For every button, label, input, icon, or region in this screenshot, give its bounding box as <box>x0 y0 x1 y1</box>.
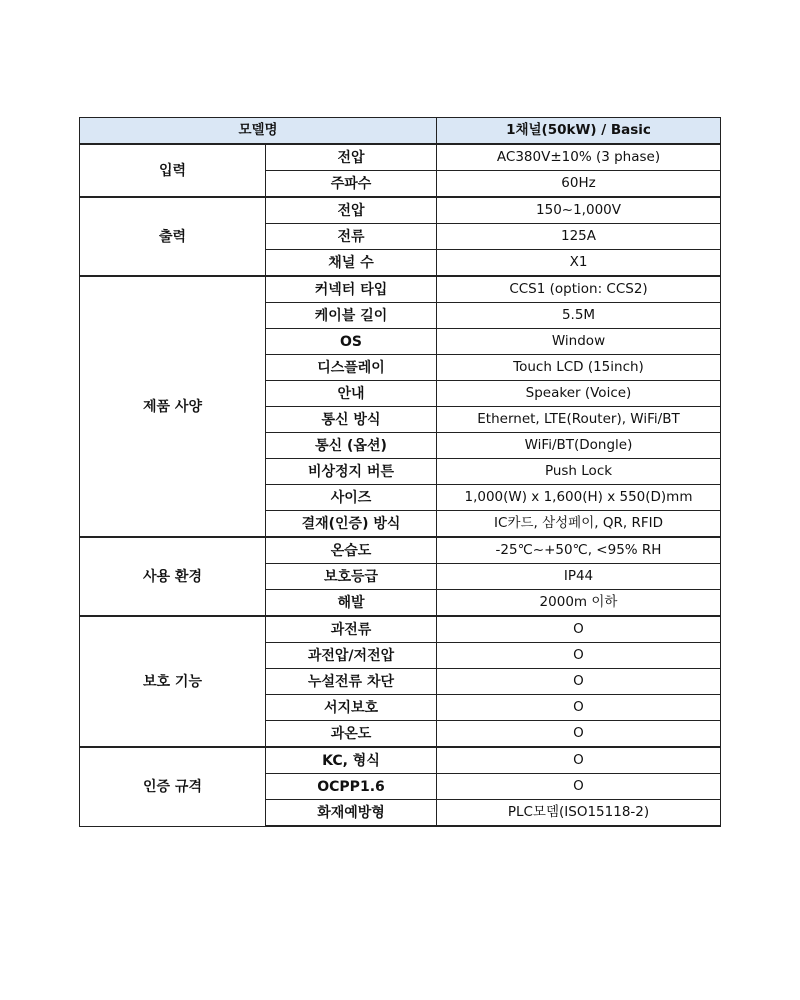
spec-value-cell: O <box>437 669 721 695</box>
spec-value-cell: O <box>437 747 721 774</box>
spec-label-cell: OS <box>266 329 437 355</box>
spec-label-cell: 누설전류 차단 <box>266 669 437 695</box>
table-row <box>80 537 721 564</box>
spec-value-cell: AC380V±10% (3 phase) <box>437 144 721 171</box>
model-name-header: 모델명 <box>80 118 437 145</box>
spec-table-body <box>80 118 721 827</box>
spec-value-cell: O <box>437 695 721 721</box>
spec-value-cell: IP44 <box>437 564 721 590</box>
spec-label-cell: 전압 <box>266 197 437 224</box>
table-row <box>80 144 721 171</box>
table-header-row <box>80 118 721 145</box>
spec-value-cell: WiFi/BT(Dongle) <box>437 433 721 459</box>
spec-label-cell: KC, 형식 <box>266 747 437 774</box>
spec-label-cell: 보호등급 <box>266 564 437 590</box>
spec-value-cell: Ethernet, LTE(Router), WiFi/BT <box>437 407 721 433</box>
spec-value-cell: X1 <box>437 250 721 277</box>
spec-label-cell: 전압 <box>266 144 437 171</box>
spec-value-cell: 1,000(W) x 1,600(H) x 550(D)mm <box>437 485 721 511</box>
model-value-header: 1채널(50kW) / Basic <box>437 118 721 145</box>
group-name-cell: 보호 기능 <box>80 616 266 747</box>
spec-label-cell: 안내 <box>266 381 437 407</box>
spec-label-cell: 과전압/저전압 <box>266 643 437 669</box>
group-name-cell: 인증 규격 <box>80 747 266 826</box>
spec-label-cell: 과전류 <box>266 616 437 643</box>
group-name-cell: 출력 <box>80 197 266 276</box>
spec-value-cell: Touch LCD (15inch) <box>437 355 721 381</box>
spec-label-cell: 통신 방식 <box>266 407 437 433</box>
spec-table <box>79 117 721 827</box>
spec-label-cell: 사이즈 <box>266 485 437 511</box>
spec-label-cell: 디스플레이 <box>266 355 437 381</box>
spec-value-cell: Push Lock <box>437 459 721 485</box>
spec-label-cell: 채널 수 <box>266 250 437 277</box>
spec-label-cell: 커넥터 타입 <box>266 276 437 303</box>
spec-value-cell: 5.5M <box>437 303 721 329</box>
spec-label-cell: 서지보호 <box>266 695 437 721</box>
table-row <box>80 276 721 303</box>
spec-label-cell: 과온도 <box>266 721 437 748</box>
spec-label-cell: 결재(인증) 방식 <box>266 511 437 538</box>
spec-value-cell: 2000m 이하 <box>437 590 721 617</box>
table-row <box>80 616 721 643</box>
spec-label-cell: 주파수 <box>266 171 437 198</box>
spec-label-cell: 해발 <box>266 590 437 617</box>
spec-value-cell: O <box>437 774 721 800</box>
spec-value-cell: O <box>437 643 721 669</box>
spec-value-cell: 150~1,000V <box>437 197 721 224</box>
spec-label-cell: 온습도 <box>266 537 437 564</box>
spec-label-cell: OCPP1.6 <box>266 774 437 800</box>
spec-value-cell: Speaker (Voice) <box>437 381 721 407</box>
group-name-cell: 제품 사양 <box>80 276 266 537</box>
spec-value-cell: PLC모뎀(ISO15118-2) <box>437 800 721 827</box>
spec-value-cell: O <box>437 616 721 643</box>
group-name-cell: 입력 <box>80 144 266 197</box>
spec-value-cell: -25℃~+50℃, <95% RH <box>437 537 721 564</box>
spec-label-cell: 비상정지 버튼 <box>266 459 437 485</box>
spec-label-cell: 화재예방형 <box>266 800 437 827</box>
spec-label-cell: 전류 <box>266 224 437 250</box>
table-row <box>80 747 721 774</box>
group-name-cell: 사용 환경 <box>80 537 266 616</box>
spec-value-cell: 125A <box>437 224 721 250</box>
spec-value-cell: CCS1 (option: CCS2) <box>437 276 721 303</box>
spec-label-cell: 케이블 길이 <box>266 303 437 329</box>
spec-value-cell: O <box>437 721 721 748</box>
spec-label-cell: 통신 (옵션) <box>266 433 437 459</box>
spec-value-cell: IC카드, 삼성페이, QR, RFID <box>437 511 721 538</box>
table-row <box>80 197 721 224</box>
spec-value-cell: 60Hz <box>437 171 721 198</box>
spec-value-cell: Window <box>437 329 721 355</box>
